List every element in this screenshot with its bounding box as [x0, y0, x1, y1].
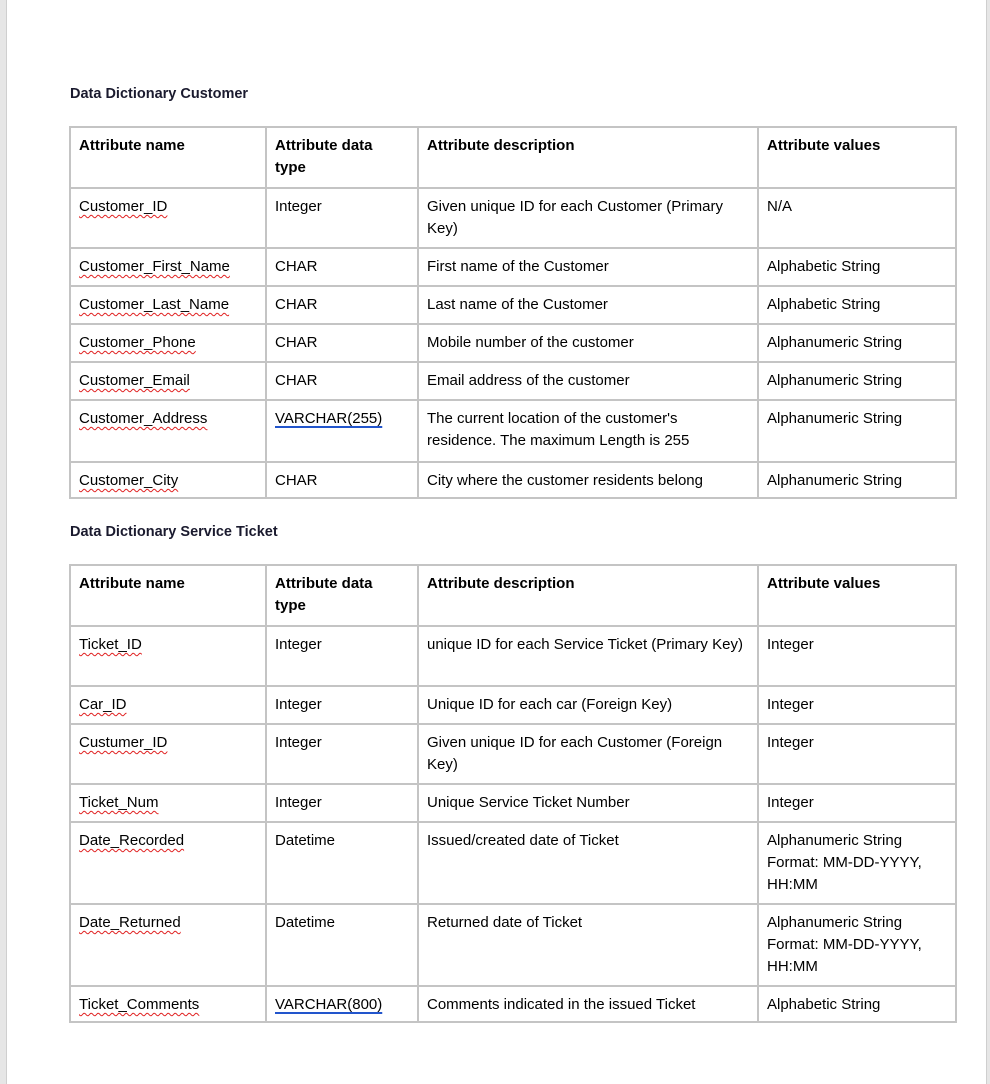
- cell-desc: [418, 904, 758, 986]
- cell-values: [758, 188, 956, 248]
- cell-values-text: Alphanumeric String: [767, 334, 903, 351]
- cell-name-text: Custumer_ID: [79, 734, 168, 751]
- header-row: [70, 565, 956, 626]
- cell-values: [758, 462, 956, 498]
- cell-name: [70, 904, 266, 986]
- cell-type: [266, 324, 418, 362]
- cell-type-text: VARCHAR(255): [275, 410, 383, 427]
- cell-desc: [418, 686, 758, 724]
- cell-type: [266, 188, 418, 248]
- cell-desc: [418, 286, 758, 324]
- cell-name-text: Ticket_ID: [79, 636, 142, 653]
- cell-desc-text: Last name of the Customer: [427, 296, 608, 313]
- cell-values: [758, 324, 956, 362]
- cell-name: [70, 462, 266, 498]
- header-row: [70, 127, 956, 188]
- cell-values-text: Alphabetic String: [767, 996, 881, 1013]
- cell-values: [758, 626, 956, 686]
- table-row: [70, 400, 956, 462]
- cell-desc: [418, 724, 758, 784]
- column-header: Attribute values: [758, 127, 956, 188]
- cell-name-text: Customer_ID: [79, 198, 168, 215]
- cell-values-text: Integer: [767, 794, 814, 811]
- cell-type-text: CHAR: [275, 472, 318, 489]
- customer-data-dictionary-table: [69, 126, 957, 499]
- cell-values: [758, 986, 956, 1022]
- cell-desc: [418, 462, 758, 498]
- cell-name-text: Customer_First_Name: [79, 258, 230, 275]
- cell-values: [758, 784, 956, 822]
- table-row: [70, 724, 956, 784]
- table-row: [70, 904, 956, 986]
- cell-values-text: Alphanumeric String: [767, 472, 903, 489]
- cell-name: [70, 362, 266, 400]
- column-header: Attribute description: [418, 127, 758, 188]
- table-row: [70, 822, 956, 904]
- table-row: [70, 286, 956, 324]
- service-ticket-data-dictionary-table: [69, 564, 957, 1023]
- cell-values: [758, 724, 956, 784]
- cell-type-text: VARCHAR(800): [275, 996, 383, 1013]
- cell-type-text: Integer: [275, 696, 322, 713]
- cell-desc-text: Returned date of Ticket: [427, 914, 583, 931]
- cell-type-text: CHAR: [275, 372, 318, 389]
- table-row: [70, 986, 956, 1022]
- cell-values-text: Alphanumeric String Format: MM-DD-YYYY, HH:MM: [767, 832, 922, 893]
- cell-type: [266, 248, 418, 286]
- cell-type-text: Integer: [275, 636, 322, 653]
- cell-name-text: Date_Returned: [79, 914, 181, 931]
- cell-values-text: Alphanumeric String Format: MM-DD-YYYY, HH:MM: [767, 914, 922, 975]
- cell-values: [758, 248, 956, 286]
- cell-type: [266, 362, 418, 400]
- cell-name-text: Customer_Email: [79, 372, 190, 389]
- cell-values-text: Integer: [767, 696, 814, 713]
- cell-name: [70, 784, 266, 822]
- cell-desc-text: Comments indicated in the issued Ticket: [427, 996, 696, 1013]
- cell-desc: [418, 626, 758, 686]
- cell-name: [70, 324, 266, 362]
- cell-desc-text: The current location of the customer's residence. The maximum Length is 255: [427, 410, 690, 449]
- service-ticket-section-title: Data Dictionary Service Ticket: [70, 524, 278, 540]
- cell-desc-text: Issued/created date of Ticket: [427, 832, 619, 849]
- cell-name-text: Customer_Phone: [79, 334, 196, 351]
- cell-type: [266, 724, 418, 784]
- cell-name-text: Customer_Address: [79, 410, 208, 427]
- cell-name-text: Ticket_Num: [79, 794, 159, 811]
- cell-name-text: Customer_Last_Name: [79, 296, 230, 313]
- cell-desc: [418, 362, 758, 400]
- cell-desc-text: unique ID for each Service Ticket (Primary Key): [427, 636, 743, 653]
- cell-values: [758, 904, 956, 986]
- cell-type: [266, 686, 418, 724]
- column-header: Attribute name: [70, 127, 266, 188]
- cell-type-text: CHAR: [275, 334, 318, 351]
- table-row: [70, 248, 956, 286]
- cell-type-text: Integer: [275, 198, 322, 215]
- cell-name: [70, 724, 266, 784]
- cell-desc: [418, 822, 758, 904]
- cell-values: [758, 400, 956, 462]
- cell-name: [70, 986, 266, 1022]
- cell-desc-text: Unique Service Ticket Number: [427, 794, 630, 811]
- cell-name: [70, 400, 266, 462]
- cell-values-text: Alphanumeric String: [767, 410, 903, 427]
- cell-type: [266, 400, 418, 462]
- cell-name: [70, 286, 266, 324]
- cell-values: [758, 822, 956, 904]
- cell-values-text: N/A: [767, 198, 793, 215]
- cell-desc-text: Unique ID for each car (Foreign Key): [427, 696, 673, 713]
- cell-type-text: Integer: [275, 794, 322, 811]
- cell-desc: [418, 986, 758, 1022]
- cell-type: [266, 286, 418, 324]
- cell-name-text: Ticket_Comments: [79, 996, 200, 1013]
- cell-desc: [418, 188, 758, 248]
- cell-desc: [418, 248, 758, 286]
- cell-name: [70, 626, 266, 686]
- cell-values: [758, 362, 956, 400]
- column-header: Attribute data type: [266, 565, 418, 626]
- cell-values-text: Integer: [767, 636, 814, 653]
- column-header: Attribute data type: [266, 127, 418, 188]
- cell-desc-text: Email address of the customer: [427, 372, 630, 389]
- cell-values: [758, 686, 956, 724]
- customer-section-title: Data Dictionary Customer: [70, 86, 249, 102]
- cell-values: [758, 286, 956, 324]
- table-row: [70, 686, 956, 724]
- table-row: [70, 626, 956, 686]
- cell-desc-text: Given unique ID for each Customer (Foreign Key): [427, 734, 723, 773]
- cell-desc: [418, 324, 758, 362]
- cell-values-text: Integer: [767, 734, 814, 751]
- cell-type-text: Datetime: [275, 914, 336, 931]
- cell-values-text: Alphabetic String: [767, 258, 881, 275]
- cell-type: [266, 784, 418, 822]
- cell-name: [70, 248, 266, 286]
- cell-type-text: Integer: [275, 734, 322, 751]
- cell-desc-text: Given unique ID for each Customer (Primary Key): [427, 198, 723, 237]
- cell-values-text: Alphanumeric String: [767, 372, 903, 389]
- column-header: Attribute description: [418, 565, 758, 626]
- cell-values-text: Alphabetic String: [767, 296, 881, 313]
- cell-desc-text: First name of the Customer: [427, 258, 609, 275]
- table-row: [70, 188, 956, 248]
- table-row: [70, 462, 956, 498]
- table-row: [70, 362, 956, 400]
- cell-type: [266, 986, 418, 1022]
- table-row: [70, 784, 956, 822]
- cell-type: [266, 822, 418, 904]
- cell-desc: [418, 400, 758, 462]
- cell-type: [266, 462, 418, 498]
- cell-type-text: CHAR: [275, 258, 318, 275]
- cell-type-text: Datetime: [275, 832, 336, 849]
- cell-name-text: Date_Recorded: [79, 832, 185, 849]
- cell-name: [70, 188, 266, 248]
- cell-name-text: Customer_City: [79, 472, 179, 489]
- cell-type: [266, 626, 418, 686]
- cell-desc: [418, 784, 758, 822]
- page-right-margin: [986, 0, 990, 1084]
- table-row: [70, 324, 956, 362]
- cell-type-text: CHAR: [275, 296, 318, 313]
- cell-desc-text: Mobile number of the customer: [427, 334, 634, 351]
- cell-name-text: Car_ID: [79, 696, 127, 713]
- page-left-margin: [0, 0, 7, 1084]
- cell-name: [70, 822, 266, 904]
- cell-type: [266, 904, 418, 986]
- column-header: Attribute values: [758, 565, 956, 626]
- cell-name: [70, 686, 266, 724]
- column-header: Attribute name: [70, 565, 266, 626]
- cell-desc-text: City where the customer residents belong: [427, 472, 703, 489]
